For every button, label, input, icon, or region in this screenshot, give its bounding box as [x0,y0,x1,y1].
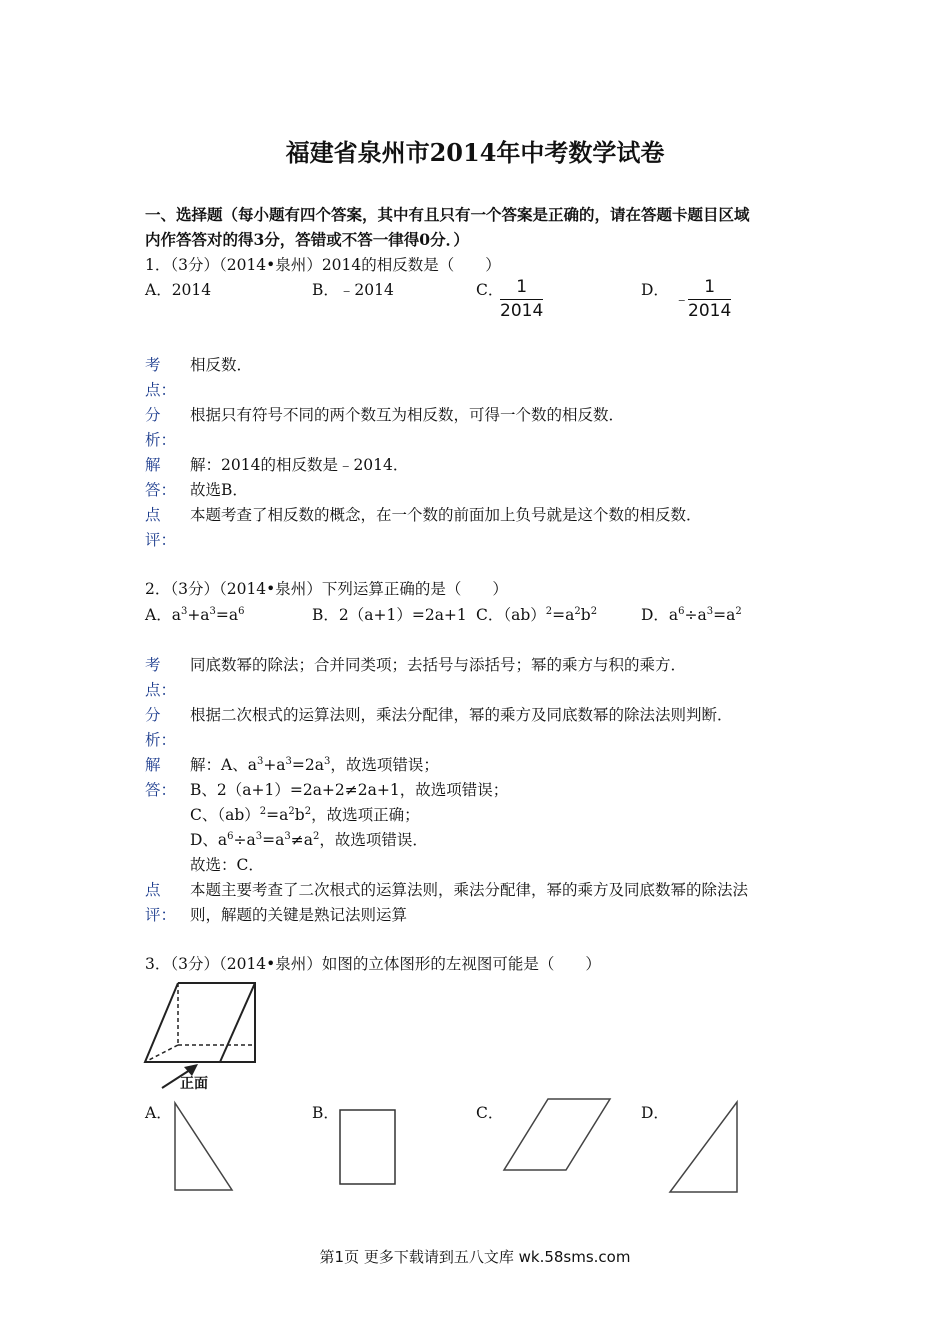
q1-option-c-label: C． [476,281,504,299]
q2-kaodian-text: 同底数幂的除法；合并同类项；去括号与添括号；幂的乘方与积的乘方． [190,656,687,674]
q1-option-c-numerator: 1 [500,277,543,300]
q1-dianping-text: 本题考查了相反数的概念，在一个数的前面加上负号就是这个数的相反数． [190,506,702,524]
q3-front-label: 正面 [180,1076,208,1092]
page-footer: 第1页 更多下载请到五八文库 wk.58sms.com [319,1248,631,1266]
q1-jieda-label-1: 解 [145,456,161,474]
q2-kaodian-label-1: 考 [145,656,161,674]
q1-fenxi-label-2: 析： [145,431,177,449]
q1-jieda-text-1: 解：2014的相反数是﹣2014． [190,456,409,474]
q1-jieda-label-2: 答： [145,481,177,499]
q2-fenxi-text: 根据二次根式的运算法则，乘法分配律，幂的乘方及同底数幂的除法法则判断． [190,706,733,724]
section-heading-line2: 内作答答对的得3分，答错或不答一律得0分．） [145,230,469,249]
q2-option-c: C．$(ab)^2=a^2b^2$ [476,606,598,624]
q2-dianping-text-1: 本题主要考查了二次根式的运算法则，乘法分配律，幂的乘方及同底数幂的除法法 [190,881,749,899]
q2-fenxi-label-2: 析： [145,731,177,749]
q2-jieda-line-d: D、$a^6\div a^3=a^3\ne a^2$，故选项错误． [190,831,428,849]
q3-option-b-rectangle [335,1105,400,1190]
q3-option-c-label: C． [476,1104,504,1122]
q1-dianping-label-2: 评： [145,531,177,549]
page-title: 福建省泉州市2014年中考数学试卷 [285,138,665,167]
q1-option-d-fraction [688,277,731,321]
q2-jieda-line-a: 解：A、$a^3+a^3=2a^3$，故选项错误； [190,756,439,774]
q1-option-c-denominator: 2014 [500,301,544,321]
q1-option-b: B．﹣2014 [312,281,394,299]
q1-option-a: A．2014 [145,281,212,299]
q1-option-d-label: D． [641,281,669,299]
q3-option-c-parallelogram [500,1095,615,1175]
q2-dianping-label-2: 评： [145,906,177,924]
q2-jieda-label-1: 解 [145,756,161,774]
q2-jieda-final: 故选：C． [190,856,264,874]
q1-jieda-text-2: 故选B． [190,481,248,499]
section-heading-line1: 一、选择题（每小题有四个答案，其中有且只有一个答案是正确的，请在答题卡题目区域 [145,205,750,224]
q1-option-d-denominator: 2014 [688,301,732,321]
q3-option-b-label: B． [312,1104,339,1122]
q1-stem: 1．（3分）（2014•泉州）2014的相反数是（ ） [145,256,501,274]
q2-dianping-label-1: 点 [145,881,161,899]
q1-option-d-sign: ﹣ [674,290,690,308]
q3-option-d-label: D． [641,1104,669,1122]
q2-option-b: B．2（a+1）=2a+1 [312,606,467,624]
q2-jieda-line-b: B、2（a+1）=2a+2≠2a+1，故选项错误； [190,781,509,799]
q1-option-c-fraction [500,277,543,321]
q2-option-d: D．$a^6\div a^3=a^2$ [641,606,742,624]
q1-dianping-label-1: 点 [145,506,161,524]
q2-jieda-label-2: 答： [145,781,177,799]
q3-option-d-triangle [665,1098,745,1198]
q2-kaodian-label-2: 点： [145,681,177,699]
q1-kaodian-label-2: 点： [145,381,177,399]
q2-dianping-text-2: 则，解题的关键是熟记法则运算 [190,906,408,924]
q1-kaodian-text: 相反数． [190,356,253,374]
q2-stem: 2．（3分）（2014•泉州）下列运算正确的是（ ） [145,580,508,598]
q2-jieda-line-c: C、$(ab)^2=a^2b^2$，故选项正确； [190,806,420,824]
q1-fenxi-text: 根据只有符号不同的两个数互为相反数，可得一个数的相反数． [190,406,625,424]
q3-option-a-triangle [170,1100,240,1195]
q1-kaodian-label-1: 考 [145,356,161,374]
q1-option-d-numerator: 1 [688,277,731,300]
q3-stem: 3．（3分）（2014•泉州）如图的立体图形的左视图可能是（ ） [145,955,601,973]
q2-fenxi-label-1: 分 [145,706,161,724]
q1-fenxi-label-1: 分 [145,406,161,424]
q2-option-a: A．$a^3+a^3=a^6$ [145,606,245,624]
q3-option-a-label: A． [145,1104,172,1122]
